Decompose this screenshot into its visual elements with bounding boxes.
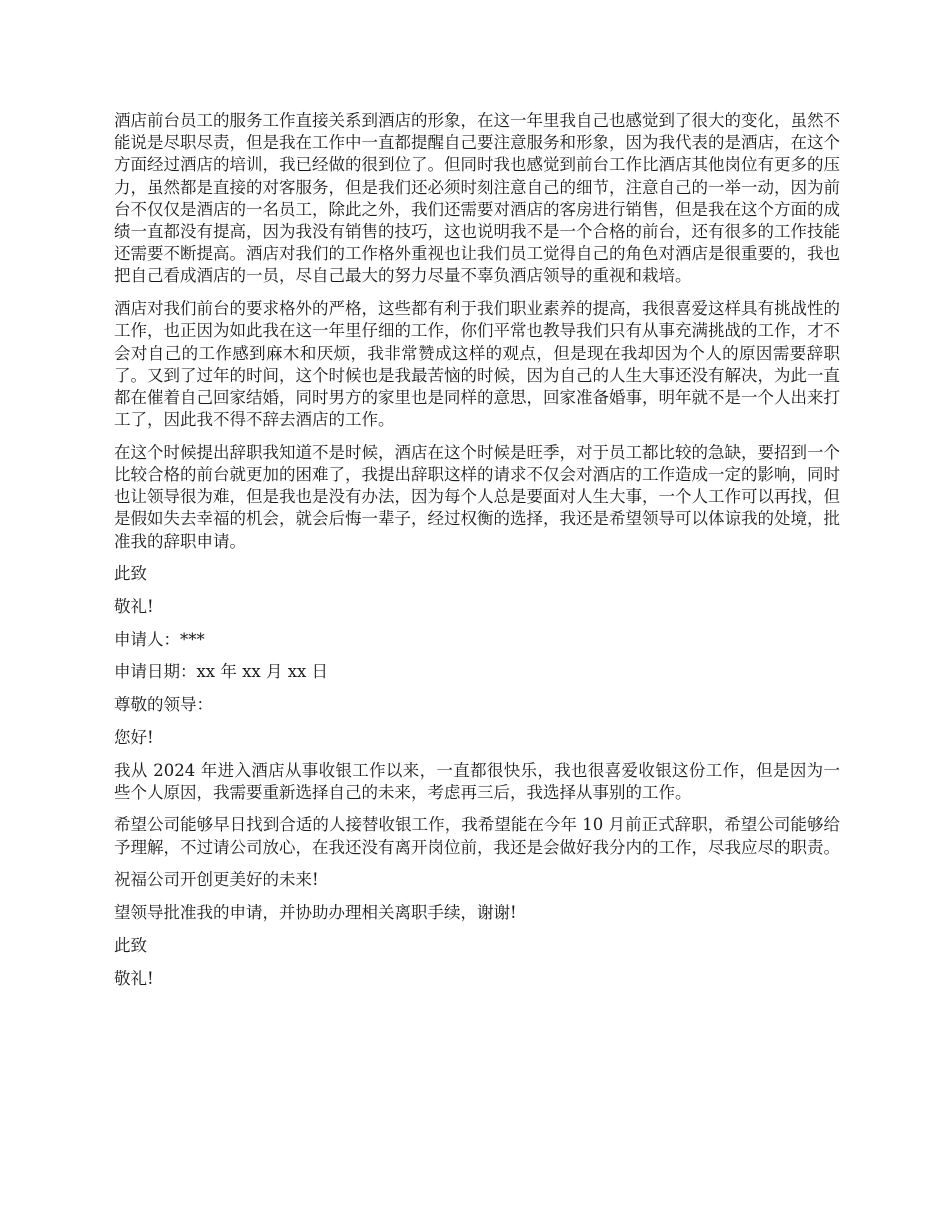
request-line: 望领导批准我的申请，并协助办理相关离职手续，谢谢! — [114, 903, 517, 923]
paragraph: 酒店对我们前台的要求格外的严格，这些都有利于我们职业素养的提高，我很喜爱这样具有挑战性的工作，也正因为如此我在这一年里仔细的工作，你们平常也教导我们只有从事充满挑战的工作，才不会对自己的工作感到麻木和厌烦，我非常赞成这样的观点，但是现在我却因为个人的原因需要辞职了。又到了过年的时间，这个时候也是我最苦恼的时候，因为自己的人生大事还没有解决，为此一直都在催着自己回家结婚，同时男方的家里也是同样的意思，回家准备婚事，明年就不是一个人出来打工了，因此我不得不辞去酒店的工作。 — [114, 299, 840, 430]
application-date: 申请日期：xx 年 xx 月 xx 日 — [114, 662, 329, 682]
paragraph: 酒店前台员工的服务工作直接关系到酒店的形象，在这一年里我自己也感觉到了很大的变化，虽然不能说是尽职尽责，但是我在工作中一直都提醒自己要注意服务和形象，因为我代表的是酒店，在这个方面经过酒店的培训，我已经做的很到位了。但同时我也感觉到前台工作比酒店其他岗位有更多的压力，虽然都是直接的对客服务，但是我们还必须时刻注意自己的细节，注意自己的一举一动，因为前台不仅仅是酒店的一名员工，除此之外，我们还需要对酒店的客房进行销售，但是我在这个方面的成绩一直都没有提高，因为我没有销售的技巧，这也说明我不是一个合格的前台，还有很多的工作技能还需要不断提高。酒店对我们的工作格外重视也让我们员工觉得自己的角色对酒店是很重要的，我也把自己看成酒店的一员，尽自己最大的努力尽量不辜负酒店领导的重视和栽培。 — [114, 111, 840, 286]
applicant-line: 申请人：*** — [114, 629, 205, 649]
paragraph: 希望公司能够早日找到合适的人接替收银工作，我希望能在今年 10 月前正式辞职，希望公司能够给予理解，不过请公司放心，在我还没有离开岗位前，我还是会做好我分内的工作，尽我应尽的职责。 — [114, 815, 840, 857]
paragraph: 在这个时候提出辞职我知道不是时候，酒店在这个时候是旺季，对于员工都比较的急缺，要招到一个比较合格的前台就更加的困难了，我提出辞职这样的请求不仅会对酒店的工作造成一定的影响，同时也让领导很为难，但是我也是没有办法，因为每个人总是要面对人生大事，一个人工作可以再找，但是假如失去幸福的机会，就会后悔一辈子，经过权衡的选择，我还是希望领导可以体谅我的处境，批准我的辞职申请。 — [114, 442, 840, 551]
wish-line: 祝福公司开创更美好的未来! — [114, 870, 319, 890]
greeting-addressee: 尊敬的领导： — [114, 695, 213, 715]
closing-salutation: 此致 — [114, 564, 147, 584]
closing-regards: 敬礼! — [114, 597, 154, 617]
greeting-hello: 您好! — [114, 727, 154, 747]
closing-regards: 敬礼! — [114, 968, 154, 988]
paragraph: 我从 2024 年进入酒店从事收银工作以来，一直都很快乐，我也很喜爱收银这份工作，但是因为一些个人原因，我需要重新选择自己的未来，考虑再三后，我选择从事别的工作。 — [114, 760, 840, 802]
closing-salutation: 此致 — [114, 935, 147, 955]
document-page — [114, 110, 840, 1000]
